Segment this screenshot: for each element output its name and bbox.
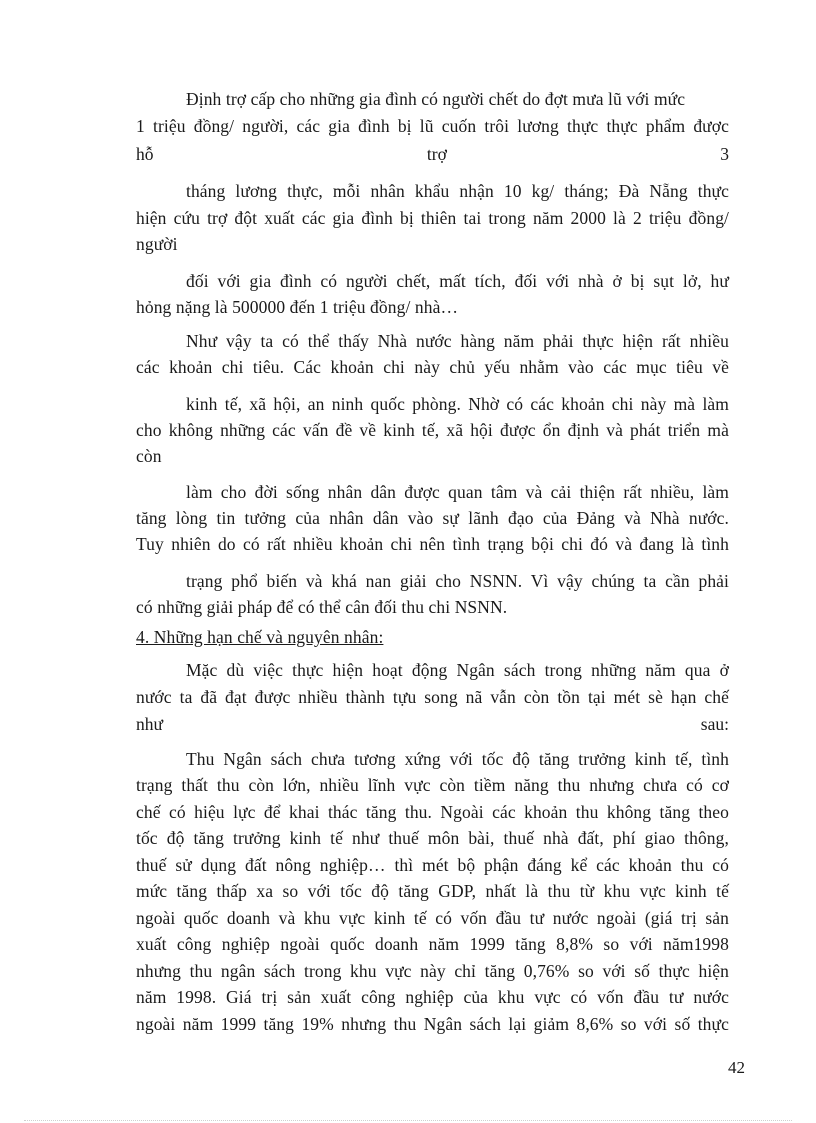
text-word: như xyxy=(136,714,163,734)
page-number: 42 xyxy=(728,1058,745,1077)
text-line: hỏng nặng là 500000 đến 1 triệu đồng/ nhà… xyxy=(136,297,459,317)
text-word: 3 xyxy=(720,144,729,164)
text-line: năm 1998. Giá trị sản xuất công nghiệp của khu vực có vốn đầu tư nước xyxy=(136,987,729,1007)
text-line: tăng lòng tin tưởng của nhân dân vào sự lãnh đạo của Đảng và Nhà nước. xyxy=(136,508,729,528)
text-line: 1 triệu đồng/ người, các gia đình bị lũ cuốn trôi lương thực thực phẩm được xyxy=(136,116,729,136)
text-line: tốc độ tăng trưởng kinh tế như thuế môn bài, thuế nhà đất, phí giao thông, xyxy=(136,828,729,848)
text-line: đối với gia đình có người chết, mất tích, đối với nhà ở bị sụt lở, hư xyxy=(186,271,729,291)
text-word: trợ xyxy=(426,144,447,164)
text-line: có những giải pháp để có thể cân đối thu chi NSNN. xyxy=(136,597,508,617)
text-line: các khoản chi tiêu. Các khoản chi này chủ yếu nhằm vào các mục tiêu về xyxy=(136,357,729,377)
spread-line xyxy=(136,143,729,165)
text-line: mức tăng thấp xa so với tốc độ tăng GDP, nhất là thu từ khu vực kinh tế xyxy=(136,881,729,901)
text-line: cho không những các vấn đề về kinh tế, xã hội được ổn định và phát triển mà xyxy=(136,420,729,440)
text-line: nước ta đã đạt được nhiều thành tựu song nã vẫn còn tồn tại mét sè hạn chế xyxy=(136,687,729,707)
text-line: trạng phổ biến và khá nan giải cho NSNN. Vì vậy chúng ta cần phải xyxy=(186,571,729,591)
text-line: làm cho đời sống nhân dân được quan tâm và cải thiện rất nhiều, làm xyxy=(186,482,729,502)
text-word: hỗ xyxy=(136,144,154,164)
text-line: xuất công nghiệp ngoài quốc doanh năm 1999 tăng 8,8% so với năm1998 xyxy=(136,934,729,954)
text-word: sau: xyxy=(700,714,729,734)
text-line: người xyxy=(136,234,178,254)
text-line: Định trợ cấp cho những gia đình có người chết do đợt mưa lũ với mức xyxy=(186,89,686,109)
text-line: trạng thất thu còn lớn, nhiều lĩnh vực còn tiềm năng thu nhưng chưa có cơ xyxy=(136,775,729,795)
text-line: Tuy nhiên do có rất nhiều khoản chi nên tình trạng bội chi đó và đang là tình xyxy=(136,534,729,554)
footer-divider xyxy=(24,1120,792,1121)
spread-line xyxy=(136,713,729,735)
section-heading: 4. Những hạn chế và nguyên nhân: xyxy=(136,627,384,647)
text-line: Thu Ngân sách chưa tương xứng với tốc độ tăng trưởng kinh tế, tình xyxy=(186,749,729,769)
text-line: nhưng thu ngân sách trong khu vực này chỉ tăng 0,76% so với số thực hiện xyxy=(136,961,729,981)
text-line: tháng lương thực, mỗi nhân khẩu nhận 10 kg/ tháng; Đà Nẵng thực xyxy=(186,181,729,201)
text-line: thuế sử dụng đất nông nghiệp… thì mét bộ phận đáng kể các khoản thu có xyxy=(136,855,729,875)
text-line: hiện cứu trợ đột xuất các gia đình bị thiên tai trong năm 2000 là 2 triệu đồng/ xyxy=(136,208,729,228)
text-line: ngoài quốc doanh và khu vực kinh tế có vốn đầu tư nước ngoài (giá trị sản xyxy=(136,908,729,928)
text-line: Như vậy ta có thể thấy Nhà nước hàng năm phải thực hiện rất nhiều xyxy=(186,331,729,351)
text-line: còn xyxy=(136,446,162,466)
text-line: chế có hiệu lực để khai thác tăng thu. Ngoài các khoản thu không tăng theo xyxy=(136,802,729,822)
text-line: kinh tế, xã hội, an ninh quốc phòng. Nhờ có các khoản chi này mà làm xyxy=(186,394,729,414)
text-line: ngoài năm 1999 tăng 19% nhưng thu Ngân sách lại giảm 8,6% so với số thực xyxy=(136,1014,729,1034)
text-line: Mặc dù việc thực hiện hoạt động Ngân sách trong những năm qua ở xyxy=(186,660,729,680)
